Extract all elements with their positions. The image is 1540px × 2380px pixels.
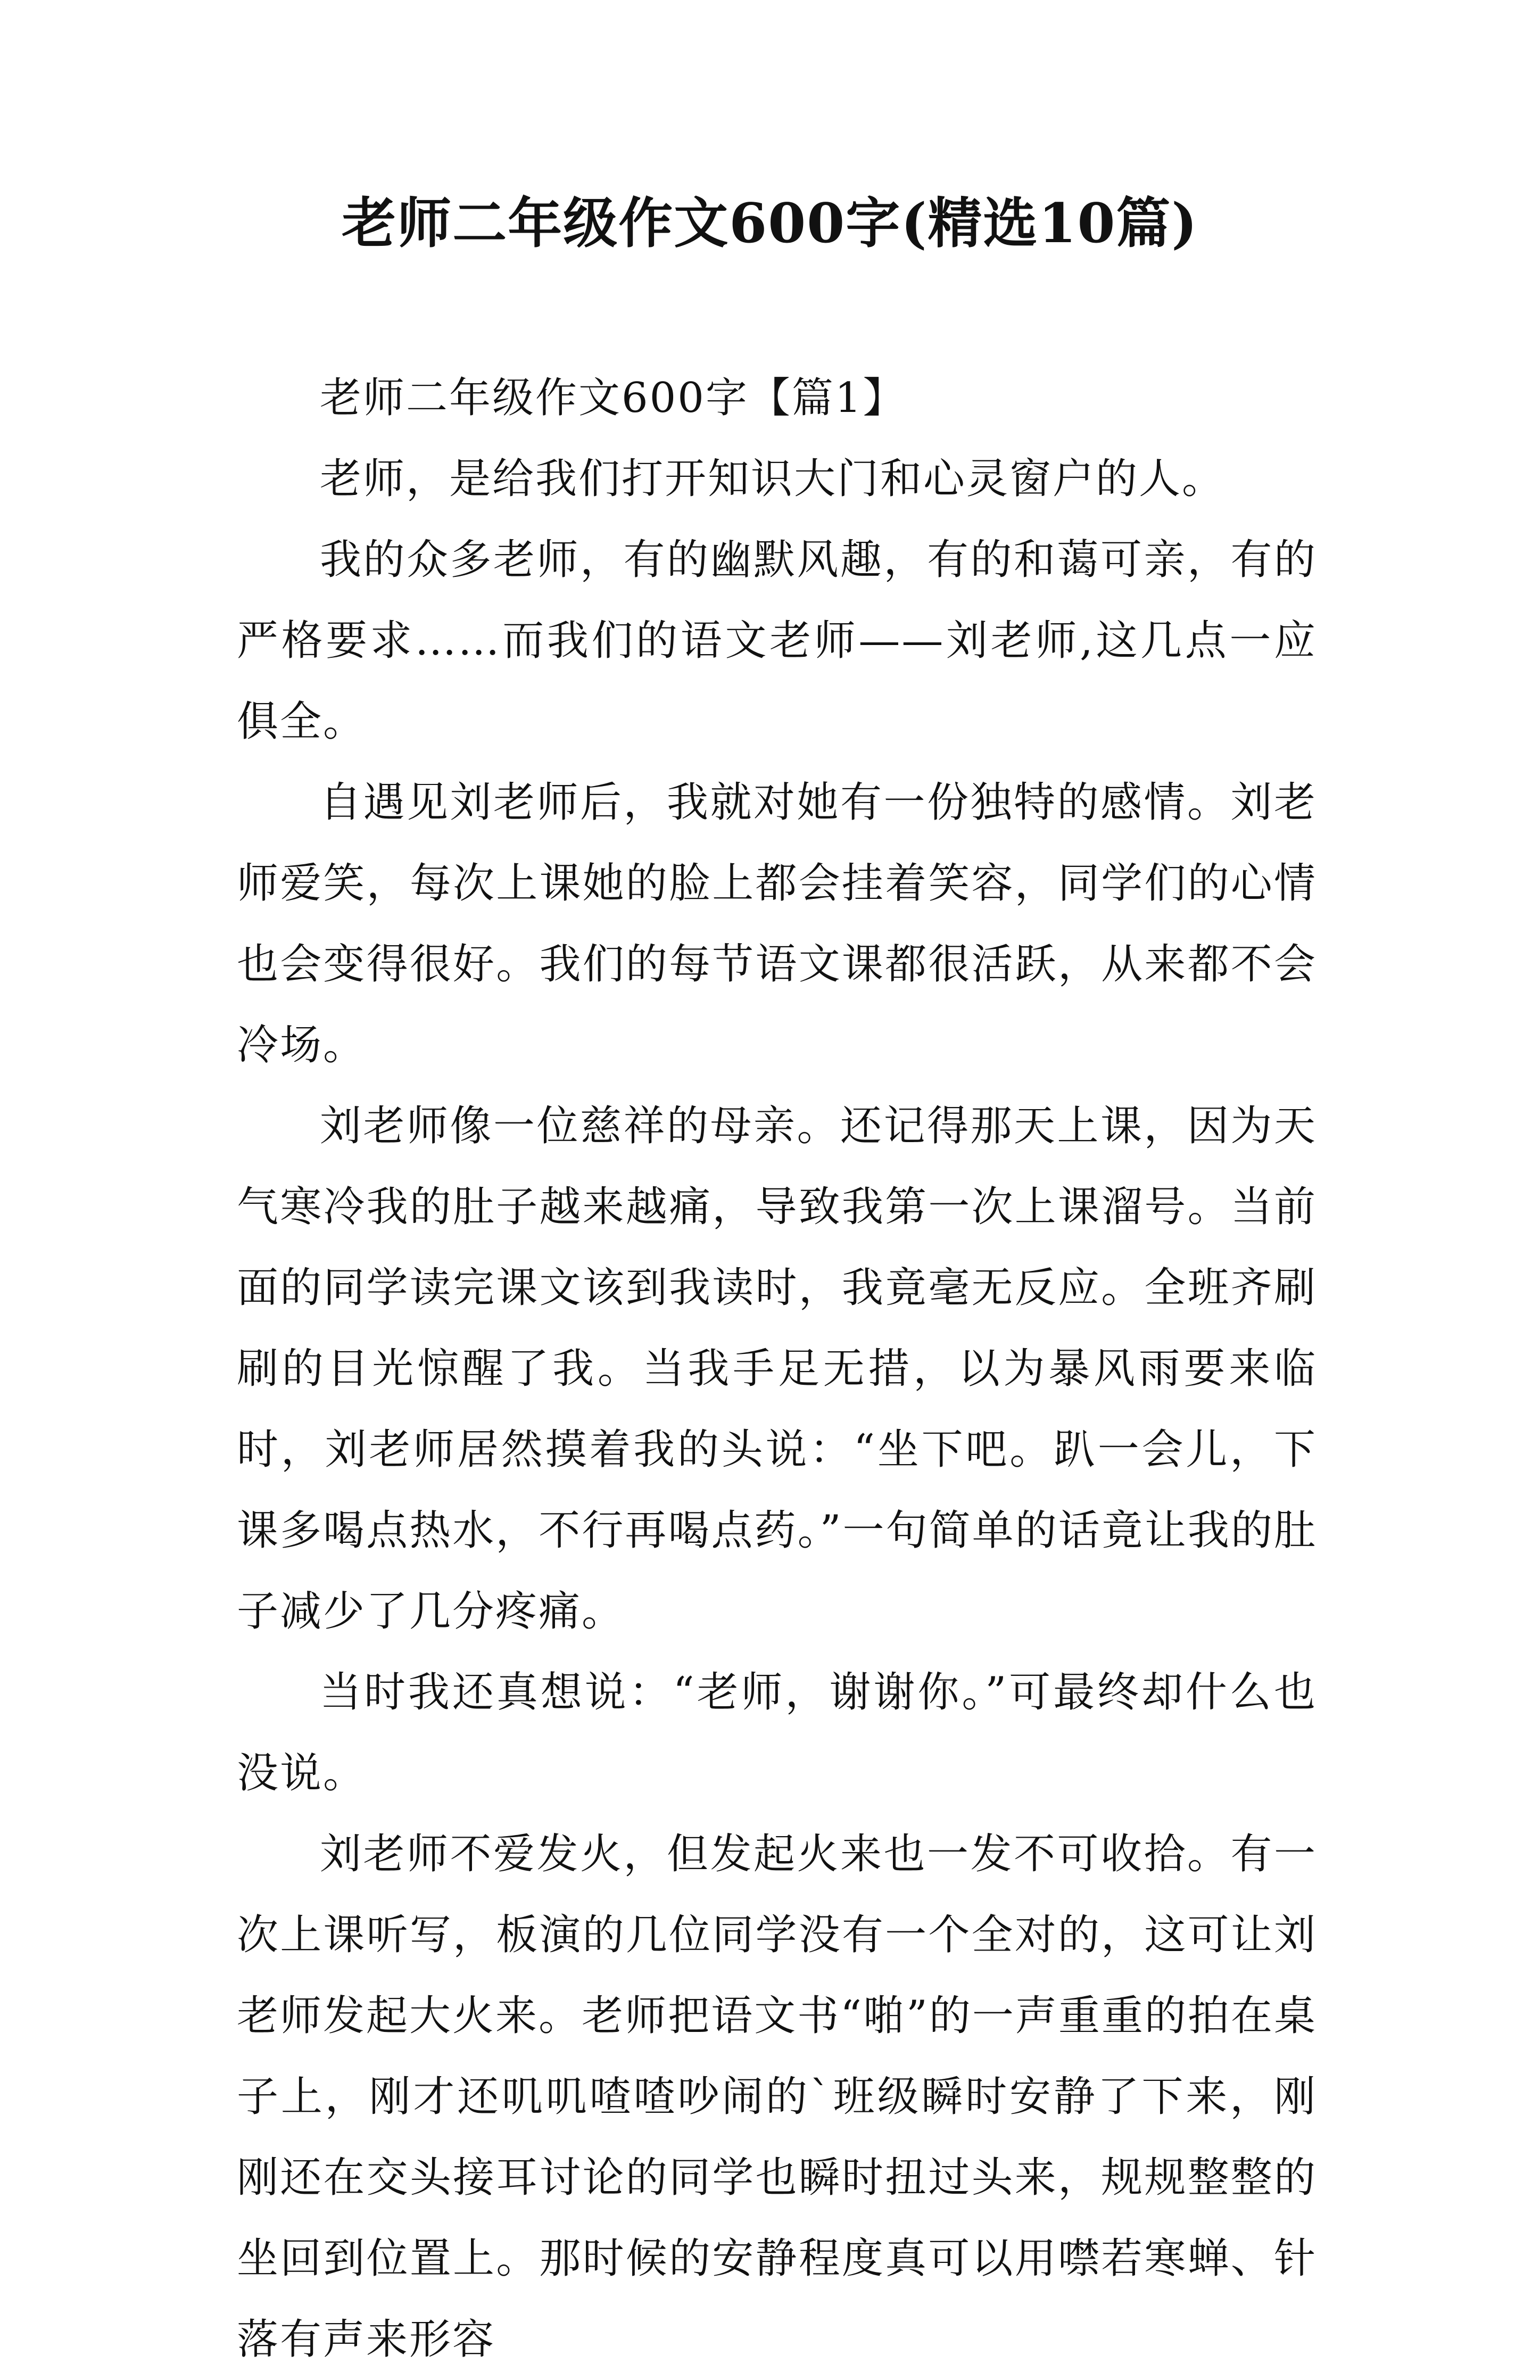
paragraph-5: 当时我还真想说：“老师，谢谢你。”可最终却什么也没说。 [237,1668,1317,1797]
paragraph-6: 刘老师不爱发火，但发起火来也一发不可收拾。有一次上课听写，板演的几位同学没有一个全对的，这可让刘老师发起大火来。老师把语文书“啪”的一声重重的拍在桌子上，刚才还叽叽喳喳吵闹的`班级瞬时安静了下来，刚刚还在交头接耳讨论的同学也瞬时扭过头来，规规整整的坐回到位置上。那时候的安静程度真可以用噤若寒蝉、针落有声来形容 [237,1830,1317,2364]
document-title: 老师二年级作文600字(精选10篇) [342,192,1198,255]
paragraph-1: 老师，是给我们打开知识大门和心灵窗户的人。 [320,455,1226,503]
paragraph-3: 自遇见刘老师后，我就对她有一份独特的感情。刘老师爱笑，每次上课她的脸上都会挂着笑容，同学们的心情也会变得很好。我们的每节语文课都很活跃，从来都不会冷场。 [237,779,1317,1069]
paragraph-4: 刘老师像一位慈祥的母亲。还记得那天上课，因为天气寒冷我的肚子越来越痛，导致我第一次上课溜号。当前面的同学读完课文该到我读时，我竟毫无反应。全班齐刷刷的目光惊醒了我。当我手足无措，以为暴风雨要来临时，刘老师居然摸着我的头说：“坐下吧。趴一会儿，下课多喝点热水，不行再喝点药。”一句简单的话竟让我的肚子减少了几分疼痛。 [237,1102,1317,1635]
section-heading: 老师二年级作文600字【篇1】 [320,374,906,422]
document-body [237,358,1317,2380]
paragraph-2: 我的众多老师，有的幽默风趣，有的和蔼可亲，有的严格要求……而我们的语文老师——刘老师,这几点一应俱全。 [237,536,1317,746]
